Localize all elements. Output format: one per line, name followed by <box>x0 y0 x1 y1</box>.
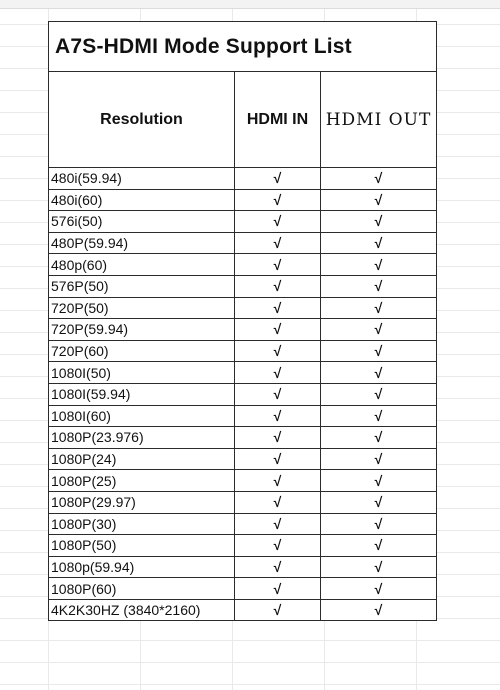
table-row <box>49 254 437 276</box>
table-row <box>49 168 437 190</box>
cell-hdmi-in-check[interactable]: √ <box>235 448 321 470</box>
cell-hdmi-out-check[interactable]: √ <box>321 362 437 384</box>
cell-resolution[interactable]: 1080P(25) <box>49 470 235 492</box>
cell-hdmi-in-check[interactable]: √ <box>235 556 321 578</box>
cell-resolution[interactable]: 480p(60) <box>49 254 235 276</box>
cell-resolution[interactable]: 480i(59.94) <box>49 168 235 190</box>
cell-hdmi-in-check[interactable]: √ <box>235 168 321 190</box>
table-row <box>49 405 437 427</box>
cell-resolution[interactable]: 1080p(59.94) <box>49 556 235 578</box>
cell-resolution[interactable]: 480i(60) <box>49 189 235 211</box>
cell-resolution[interactable]: 1080I(59.94) <box>49 383 235 405</box>
cell-hdmi-in-check[interactable]: √ <box>235 599 321 621</box>
cell-hdmi-out-check[interactable]: √ <box>321 340 437 362</box>
cell-hdmi-out-check[interactable]: √ <box>321 319 437 341</box>
table-row <box>49 340 437 362</box>
table-row <box>49 578 437 600</box>
cell-resolution[interactable]: 1080P(23.976) <box>49 427 235 449</box>
cell-hdmi-out-check[interactable]: √ <box>321 578 437 600</box>
cell-hdmi-out-check[interactable]: √ <box>321 275 437 297</box>
cell-hdmi-in-check[interactable]: √ <box>235 427 321 449</box>
cell-hdmi-out-check[interactable]: √ <box>321 254 437 276</box>
table-row <box>49 513 437 535</box>
cell-hdmi-out-check[interactable]: √ <box>321 599 437 621</box>
cell-hdmi-out-check[interactable]: √ <box>321 383 437 405</box>
cell-resolution[interactable]: 1080I(60) <box>49 405 235 427</box>
cell-hdmi-in-check[interactable]: √ <box>235 470 321 492</box>
cell-hdmi-in-check[interactable]: √ <box>235 319 321 341</box>
cell-resolution[interactable]: 1080P(60) <box>49 578 235 600</box>
table-row <box>49 383 437 405</box>
cell-hdmi-out-check[interactable]: √ <box>321 513 437 535</box>
cell-hdmi-out-check[interactable]: √ <box>321 448 437 470</box>
table-row <box>49 297 437 319</box>
cell-hdmi-out-check[interactable]: √ <box>321 491 437 513</box>
cell-resolution[interactable]: 576i(50) <box>49 211 235 233</box>
cell-resolution[interactable]: 1080P(24) <box>49 448 235 470</box>
table-row <box>49 535 437 557</box>
cell-hdmi-out-check[interactable]: √ <box>321 427 437 449</box>
cell-hdmi-in-check[interactable]: √ <box>235 275 321 297</box>
cell-hdmi-in-check[interactable]: √ <box>235 211 321 233</box>
table-row <box>49 362 437 384</box>
table-row <box>49 448 437 470</box>
table-row <box>49 491 437 513</box>
cell-hdmi-in-check[interactable]: √ <box>235 513 321 535</box>
table-row <box>49 470 437 492</box>
cell-hdmi-in-check[interactable]: √ <box>235 362 321 384</box>
cell-hdmi-in-check[interactable]: √ <box>235 232 321 254</box>
header-resolution[interactable]: Resolution <box>49 72 235 168</box>
cell-hdmi-out-check[interactable]: √ <box>321 232 437 254</box>
table-row <box>49 556 437 578</box>
cell-hdmi-out-check[interactable]: √ <box>321 556 437 578</box>
cell-hdmi-in-check[interactable]: √ <box>235 405 321 427</box>
cell-resolution[interactable]: 1080P(50) <box>49 535 235 557</box>
cell-resolution[interactable]: 720P(59.94) <box>49 319 235 341</box>
cell-hdmi-out-check[interactable]: √ <box>321 189 437 211</box>
table-row <box>49 427 437 449</box>
cell-hdmi-in-check[interactable]: √ <box>235 254 321 276</box>
table-row <box>49 319 437 341</box>
table-title[interactable]: A7S-HDMI Mode Support List <box>49 22 437 72</box>
cell-hdmi-out-check[interactable]: √ <box>321 168 437 190</box>
cell-hdmi-in-check[interactable]: √ <box>235 535 321 557</box>
header-hdmi-out[interactable]: HDMI OUT <box>321 72 437 168</box>
header-hdmi-in[interactable]: HDMI IN <box>235 72 321 168</box>
sheet-top-strip <box>0 0 500 9</box>
table-body <box>49 168 437 621</box>
cell-hdmi-in-check[interactable]: √ <box>235 578 321 600</box>
cell-resolution[interactable]: 720P(60) <box>49 340 235 362</box>
cell-resolution[interactable]: 1080P(29.97) <box>49 491 235 513</box>
cell-resolution[interactable]: 720P(50) <box>49 297 235 319</box>
table-row <box>49 275 437 297</box>
cell-hdmi-in-check[interactable]: √ <box>235 491 321 513</box>
cell-resolution[interactable]: 480P(59.94) <box>49 232 235 254</box>
cell-hdmi-out-check[interactable]: √ <box>321 535 437 557</box>
table-row <box>49 599 437 621</box>
cell-hdmi-in-check[interactable]: √ <box>235 383 321 405</box>
cell-hdmi-in-check[interactable]: √ <box>235 189 321 211</box>
cell-resolution[interactable]: 1080I(50) <box>49 362 235 384</box>
cell-hdmi-out-check[interactable]: √ <box>321 405 437 427</box>
table-row <box>49 189 437 211</box>
table-row <box>49 211 437 233</box>
table-row <box>49 232 437 254</box>
cell-hdmi-out-check[interactable]: √ <box>321 470 437 492</box>
cell-hdmi-in-check[interactable]: √ <box>235 297 321 319</box>
cell-hdmi-out-check[interactable]: √ <box>321 211 437 233</box>
cell-hdmi-in-check[interactable]: √ <box>235 340 321 362</box>
cell-resolution[interactable]: 4K2K30HZ (3840*2160) <box>49 599 235 621</box>
cell-hdmi-out-check[interactable]: √ <box>321 297 437 319</box>
hdmi-mode-support-table <box>48 21 437 621</box>
cell-resolution[interactable]: 1080P(30) <box>49 513 235 535</box>
cell-resolution[interactable]: 576P(50) <box>49 275 235 297</box>
